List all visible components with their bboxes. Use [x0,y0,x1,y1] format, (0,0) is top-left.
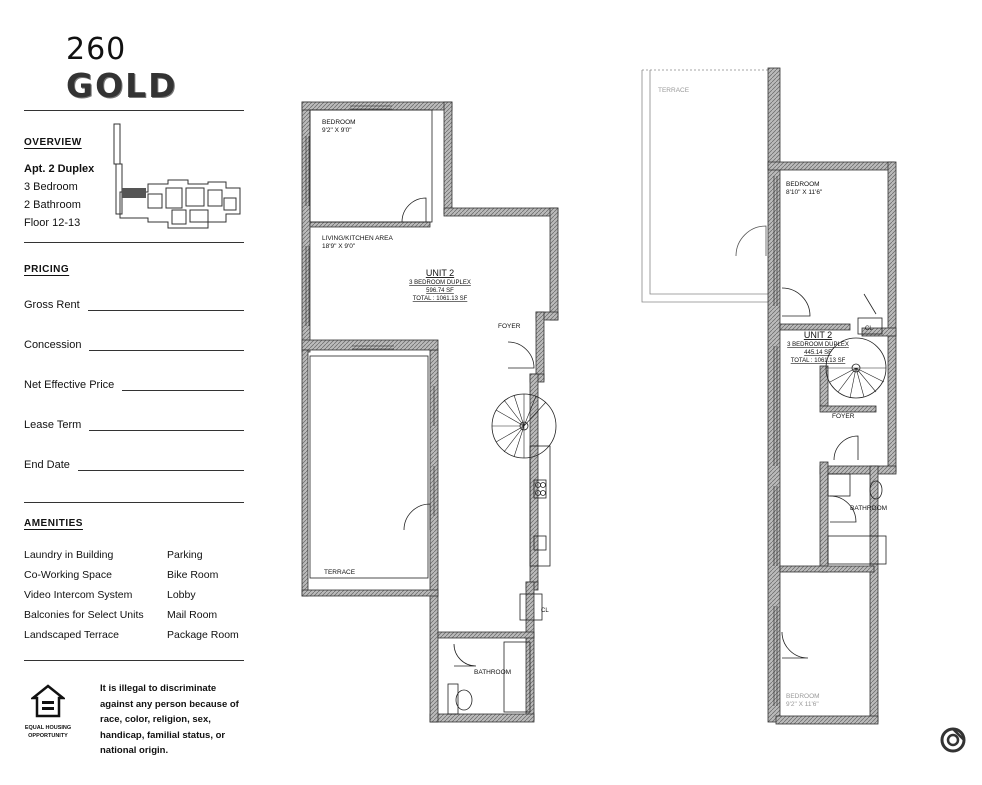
door-swing [404,504,430,530]
fair-housing-disclaimer [100,681,240,759]
pricing-label: Lease Term [24,419,82,431]
floorplan-lower-level [298,96,570,726]
amenity-item: Video Intercom System [24,589,133,601]
terrace-outline [642,70,768,302]
room-label-closet: CL [865,326,873,332]
room-label-bedroom: BEDROOM [322,119,356,126]
equal-housing-logo [24,684,72,739]
amenity-item: Lobby [167,589,196,601]
wall [780,566,874,572]
bathroom-sink [828,474,850,496]
pricing-row-gross-rent [24,299,244,311]
wall [536,312,544,380]
pricing-row-concession [24,339,244,351]
door-swing [736,226,766,256]
wall [430,714,534,722]
room-label-bathroom: BATHROOM [850,505,888,512]
room-dimension: 9'2" X 9'0" [322,127,352,134]
door-swing [782,632,808,658]
pricing-label: Net Effective Price [24,379,115,391]
wall [530,374,538,584]
key-plan-diagram [108,122,248,234]
floor-range: Floor 12-13 [24,217,81,229]
wall [820,406,876,412]
unit-square-footage: 445.14 SF [804,350,832,356]
wall [302,350,308,596]
amenities-title: AMENITIES [24,518,83,529]
disclaimer-text: It is illegal to discriminate against any person because of race, color, religion, sex, handicap, familial status, or [100,683,239,741]
equal-housing-icon [31,684,65,718]
fill-in-line [89,422,244,431]
unit-total-square-footage: TOTAL : 1061.13 SF [790,358,846,364]
pricing-row-lease-term [24,419,244,431]
divider [24,502,244,503]
pricing-title: PRICING [24,264,70,275]
room-label-terrace: TERRACE [658,87,690,94]
wall [438,632,534,638]
apartment-name: Apt. 2 Duplex [24,163,95,175]
brand-mark-icon [940,727,966,753]
wall [310,222,430,227]
amenity-item: Balconies for Select Units [24,609,144,621]
amenity-item: Mail Room [167,609,218,621]
floorplan-upper-level [636,66,900,728]
divider [24,110,244,111]
equal-housing-caption: OPPORTUNITY [28,733,68,739]
amenity-item: Bike Room [167,569,219,581]
unit-total-square-footage: TOTAL : 1061.13 SF [412,296,468,302]
terrace-room [310,356,428,578]
room-label-foyer: FOYER [832,413,855,420]
room-label-foyer: FOYER [498,323,521,330]
room-dimension: 18'9" X 9'0" [322,243,356,250]
pricing-label: Gross Rent [24,299,80,311]
wall [302,340,438,350]
overview-title: OVERVIEW [24,137,82,148]
brand-logo-word: GOLD [66,66,178,105]
unit-label: UNIT 2 [425,268,455,278]
room-dimension: 8'10" X 11'6" [786,189,823,196]
wall [820,466,896,474]
unit-label: UNIT 2 [803,330,833,340]
wall [444,208,558,216]
key-plan-tower [114,124,120,164]
room-label-bedroom: BEDROOM [786,181,820,188]
door-swing [508,342,534,368]
fill-in-line [78,462,244,471]
amenity-item: Package Room [167,629,239,641]
pricing-label: Concession [24,339,82,351]
fill-in-line [122,382,244,391]
amenity-item: Co-Working Space [24,569,112,581]
wall [302,590,438,596]
wall [888,162,896,472]
divider [24,660,244,661]
room-label-living: LIVING/KITCHEN AREA [322,235,393,242]
room-label-bathroom: BATHROOM [474,669,512,676]
fill-in-line [89,342,244,351]
amenity-item: Laundry in Building [24,549,114,561]
door-swing [402,198,426,222]
divider [24,242,244,243]
wall [768,162,894,170]
unit-square-footage: 596.74 SF [426,288,454,294]
pricing-row-end-date [24,459,244,471]
wall [550,208,558,320]
brand-number: 260 [66,32,127,67]
key-plan-unit-highlight [122,188,146,198]
door-swing [864,294,876,314]
amenity-item: Parking [167,549,203,561]
unit-type: 3 BEDROOM DUPLEX [409,280,471,286]
unit-type: 3 BEDROOM DUPLEX [787,342,849,348]
pricing-label: End Date [24,459,70,471]
wall [776,716,878,724]
room-label-closet: CL [541,608,549,614]
wall [820,462,828,572]
room-label-terrace: TERRACE [324,569,356,576]
room-label-bedroom: BEDROOM [786,693,820,700]
pricing-row-net-effective [24,379,244,391]
equal-housing-caption: EQUAL HOUSING [24,725,72,731]
disclaimer-bold: national origin. [100,745,169,756]
amenity-item: Landscaped Terrace [24,629,119,641]
door-swing [454,644,476,666]
door-swing [834,436,858,460]
door-swing [782,288,810,316]
bedroom-count: 3 Bedroom [24,181,78,193]
fill-in-line [88,302,244,311]
room-dimension: 9'2" X 11'6" [786,701,819,708]
bathroom-count: 2 Bathroom [24,199,81,211]
wall [444,102,452,214]
wall [820,366,828,406]
